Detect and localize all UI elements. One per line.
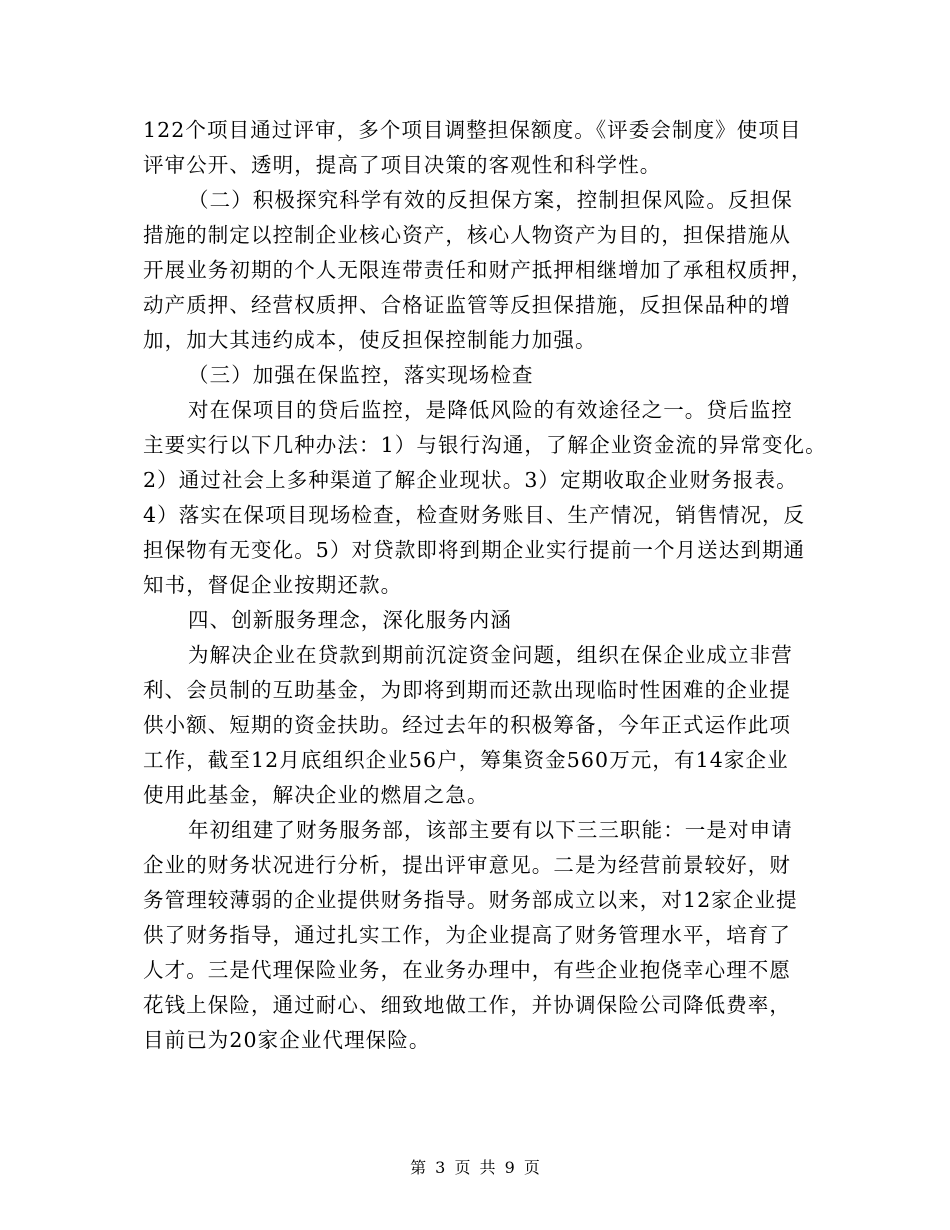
paragraph-line: 为解决企业在贷款到期前沉淀资金问题，组织在保企业成立非营 [188, 643, 793, 667]
paragraph-line: 使用此基金，解决企业的燃眉之急。 [143, 783, 489, 807]
paragraph-line: 对在保项目的贷后监控，是降低风险的有效途径之一。贷后监控 [188, 398, 793, 422]
paragraph-line: 工作，截至12月底组织企业56户，筹集资金560万元，有14家企业 [143, 748, 789, 772]
paragraph-line: 企业的财务状况进行分析，提出评审意见。二是为经营前景较好，财 [143, 853, 791, 877]
paragraph-line: 知书，督促企业按期还款。 [143, 573, 403, 597]
paragraph-line: 目前已为20家企业代理保险。 [143, 1028, 431, 1052]
paragraph-line: 加，加大其违约成本，使反担保控制能力加强。 [143, 328, 597, 352]
paragraph-line: 122个项目通过评审，多个项目调整担保额度。《评委会制度》使项目 [143, 118, 802, 142]
paragraph-line: 4）落实在保项目现场检查，检查财务账目、生产情况，销售情况，反 [143, 503, 806, 527]
section-heading: （三）加强在保监控，落实现场检查 [188, 363, 534, 387]
paragraph-line: 动产质押、经营权质押、合格证监管等反担保措施，反担保品种的增 [143, 293, 791, 317]
paragraph-line: 年初组建了财务服务部，该部主要有以下三三职能：一是对申请 [188, 818, 793, 842]
section-heading: 四、创新服务理念，深化服务内涵 [188, 608, 512, 632]
paragraph-line: 供小额、短期的资金扶助。经过去年的积极筹备，今年正式运作此项 [143, 713, 791, 737]
paragraph-line: 利、会员制的互助基金，为即将到期而还款出现临时性困难的企业提 [143, 678, 791, 702]
paragraph-line: 2）通过社会上多种渠道了解企业现状。3）定期收取企业财务报表。 [143, 468, 798, 492]
paragraph-line: 担保物有无变化。5）对贷款即将到期企业实行提前一个月送达到期通 [143, 538, 806, 562]
section-heading: （二）积极探究科学有效的反担保方案，控制担保风险。反担保 [188, 188, 793, 212]
paragraph-line: 花钱上保险，通过耐心、细致地做工作，并协调保险公司降低费率， [143, 993, 791, 1017]
paragraph-line: 主要实行以下几种办法：1）与银行沟通，了解企业资金流的异常变化。 [143, 433, 827, 457]
paragraph-line: 供了财务指导，通过扎实工作，为企业提高了财务管理水平，培育了 [143, 923, 791, 947]
paragraph-line: 务管理较薄弱的企业提供财务指导。财务部成立以来，对12家企业提 [143, 888, 798, 912]
paragraph-line: 评审公开、透明，提高了项目决策的客观性和科学性。 [143, 153, 662, 177]
paragraph-line: 开展业务初期的个人无限连带责任和财产抵押相继增加了承租权质押， [143, 258, 813, 282]
page-number: 第 3 页 共 9 页 [410, 1158, 540, 1177]
paragraph-line: 人才。三是代理保险业务，在业务办理中，有些企业抱侥幸心理不愿 [143, 958, 791, 982]
paragraph-line: 措施的制定以控制企业核心资产，核心人物资产为目的，担保措施从 [143, 223, 791, 247]
